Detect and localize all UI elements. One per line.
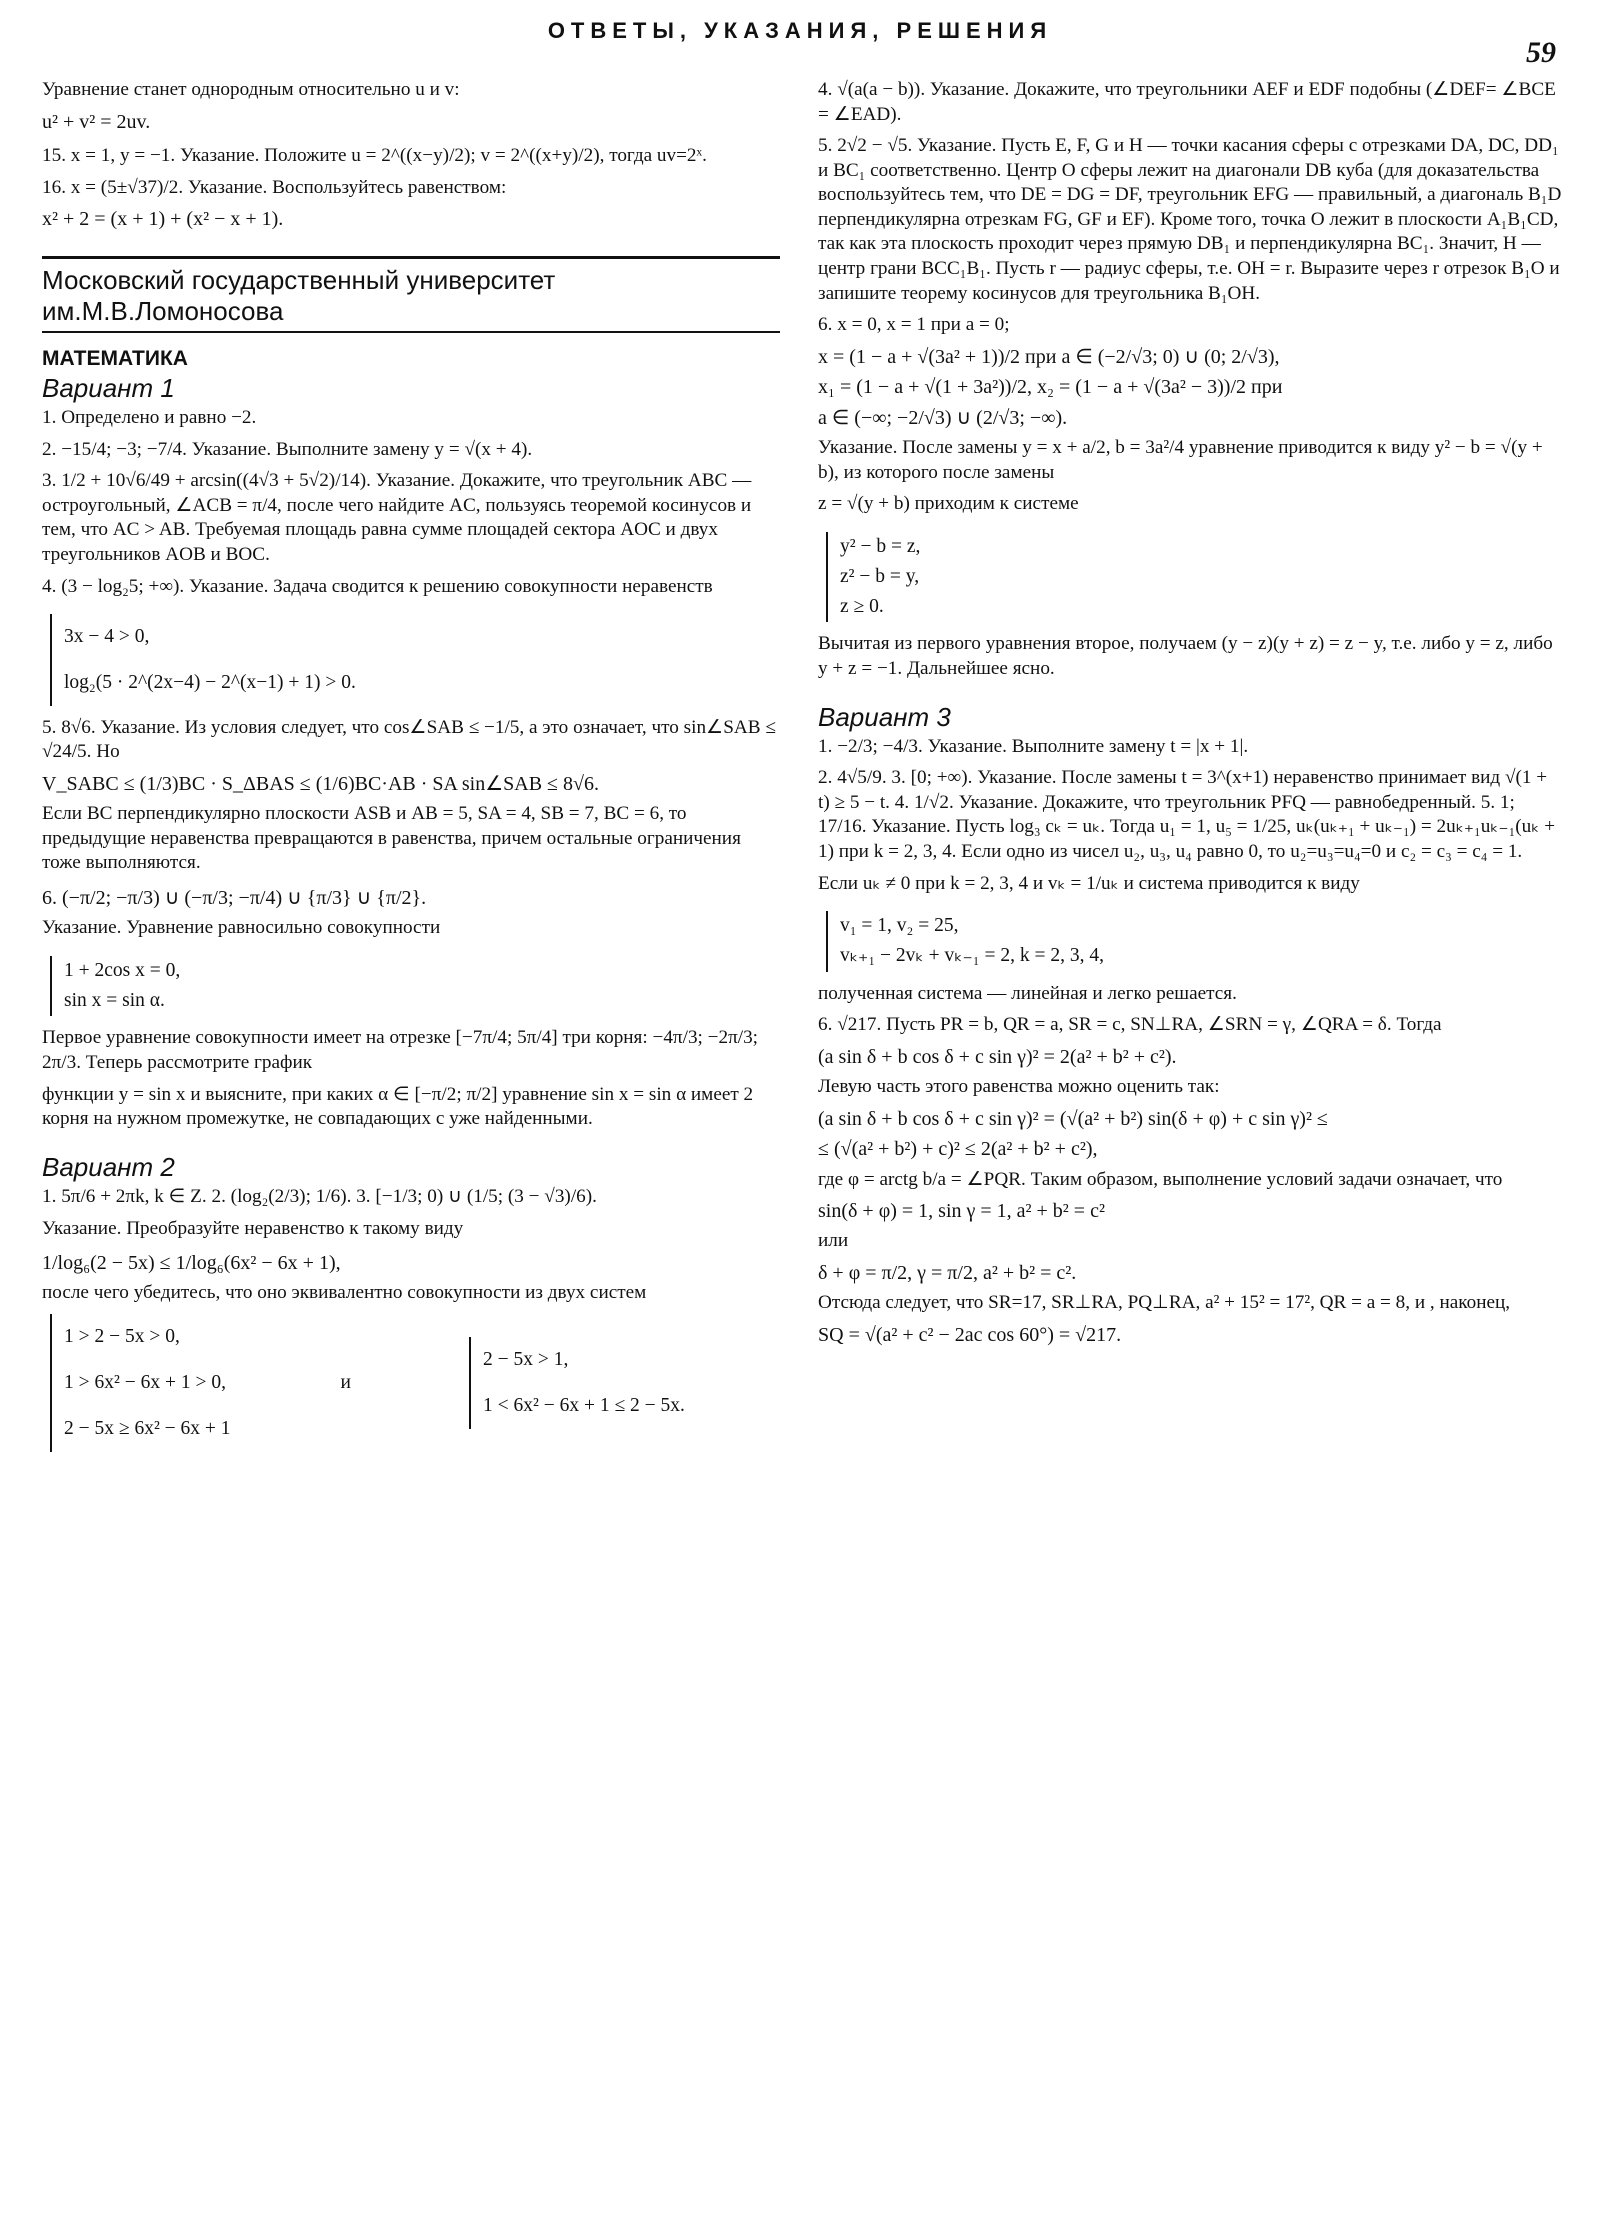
- answer-line: 2. 4√5/9. 3. [0; +∞). Указание. После замены t = 3^(x+1) неравенство принимает вид √(1 + t) ≥ 5 − t. 4. 1/√2. Указание. Докажите, что треугольник PFQ — равнобедренный. 5. 1; 17/16. Указание. Пусть log₃ cₖ = uₖ. Тогда u₁ = 1, u₅ = 1/25, uₖ(uₖ₊₁ + uₖ₋₁) = 2uₖ₊₁uₖ₋₁(uₖ + 1) при k = 2, 3, 4. Если одно из чисел u₂, u₃, u₄ равно 0, то u₂=u₃=u₄=0 и c₂ = c₃ = c₄ = 1.: [818, 767, 1556, 862]
- paragraph: Отсюда следует, что SR=17, SR⊥RA, PQ⊥RA, a² + 15² = 17², QR = a = 8, и , наконец,: [818, 1292, 1511, 1314]
- answer-6-param: 6. x = 0, x = 1 при a = 0;: [818, 314, 1010, 336]
- formula: 1/log₆(2 − 5x) ≤ 1/log₆(6x² − 6x + 1),: [42, 1252, 341, 1275]
- running-title: ОТВЕТЫ, УКАЗАНИЯ, РЕШЕНИЯ: [547, 18, 1053, 43]
- variant-1-heading: Вариант 1: [42, 372, 175, 403]
- system-line: log₂(5 · 2^(2x−4) − 2^(x−1) + 1) > 0.: [64, 671, 356, 693]
- paragraph: Если BC перпендикулярно плоскости ASB и AB = 5, SA = 4, SB = 7, BC = 6, то предыдущие неравенства превращаются в равенства, причем остальные ограничения тоже выполняются.: [42, 803, 741, 874]
- formula: a ∈ (−∞; −2/√3) ∪ (2/√3; −∞).: [818, 406, 1068, 429]
- formula: u² + v² = 2uv.: [42, 110, 151, 133]
- paragraph: Вычитая из первого уравнения второе, получаем (y − z)(y + z) = z − y, т.е. либо y = z, либо y + z = −1. Дальнейшее ясно.: [818, 633, 1553, 679]
- hint: Указание. Уравнение равносильно совокупности: [42, 917, 441, 939]
- formula: x = (1 − a + √(3a² + 1))/2 при a ∈ (−2/√3; 0) ∪ (0; 2/√3),: [818, 345, 1280, 368]
- paragraph: или: [818, 1230, 849, 1252]
- formula: δ + φ = π/2, γ = π/2, a² + b² = c².: [818, 1262, 1077, 1285]
- answer-16: 16. x = (5±√37)/2. Указание. Воспользуйтесь равенством:: [42, 176, 507, 198]
- variant-3-heading: Вариант 3: [818, 701, 951, 732]
- paragraph: функции y = sin x и выясните, при каких α ∈ [−π/2; π/2] уравнение sin x = sin α имеет 2 корня на нужном промежутке, не совпадающих с уже найденными.: [42, 1083, 754, 1130]
- conjunction: и: [340, 1371, 351, 1393]
- system-line: z² − b = y,: [840, 565, 920, 587]
- system-line: z ≥ 0.: [840, 596, 884, 618]
- paragraph: Левую часть этого равенства можно оценить так:: [818, 1076, 1220, 1098]
- system-line: sin x = sin α.: [64, 990, 165, 1012]
- equation-system: [50, 956, 180, 1016]
- answer-2: 2. −15/4; −3; −7/4. Указание. Выполните замену y = √(x + 4).: [42, 438, 533, 460]
- paragraph: Если uₖ ≠ 0 при k = 2, 3, 4 и vₖ = 1/uₖ и система приводится к виду: [818, 872, 1360, 894]
- formula: (a sin δ + b cos δ + c sin γ)² = 2(a² + b² + c²).: [818, 1045, 1177, 1068]
- system-line: 1 + 2cos x = 0,: [64, 960, 181, 981]
- answer-15: 15. x = 1, y = −1. Указание. Положите u = 2^((x−y)/2); v = 2^((x+y)/2), тогда uv=2ˣ.: [42, 144, 707, 166]
- system-line: y² − b = z,: [840, 535, 921, 557]
- formula: sin(δ + φ) = 1, sin γ = 1, a² + b² = c²: [818, 1200, 1105, 1223]
- system-line: v₁ = 1, v₂ = 25,: [840, 915, 959, 937]
- subject-heading: МАТЕМАТИКА: [42, 346, 188, 370]
- inequality-system: [50, 614, 356, 706]
- systems-pair: [42, 1314, 780, 1451]
- answer-4: 4. (3 − log₂5; +∞). Указание. Задача сводится к решению совокупности неравенств: [42, 575, 713, 597]
- equation-system: [826, 532, 920, 623]
- system-line: 1 > 2 − 5x > 0,: [64, 1326, 180, 1348]
- formula: SQ = √(a² + c² − 2ac cos 60°) = √217.: [818, 1324, 1122, 1347]
- equation-system: [826, 911, 1104, 971]
- university-heading: Московский государственный университет им.М.В.Ломоносова: [42, 256, 780, 333]
- hint: Указание. После замены y = x + a/2, b = 3a²/4 уравнение приводится к виду y² − b = √(y + b), из которого после замены: [818, 436, 1543, 483]
- answer-3: 3. 1/2 + 10√6/49 + arcsin((4√3 + 5√2)/14). Указание. Докажите, что треугольник ABC — остроугольный, ∠ACB = π/4, после чего найдите AC, пользуясь теоремой косинусов и тем, что AC > AB. Требуемая площадь равна сумме площадей сектора AOC и двух треугольников AOB и BOC.: [42, 470, 752, 565]
- system-line: 2 − 5x ≥ 6x² − 6x + 1: [64, 1417, 231, 1439]
- formula: (a sin δ + b cos δ + c sin γ)² = (√(a² + b²) sin(δ + φ) + c sin γ)² ≤: [818, 1107, 1328, 1130]
- answer-6-trig: 6. √217. Пусть PR = b, QR = a, SR = c, SN⊥RA, ∠SRN = γ, ∠QRA = δ. Тогда: [818, 1014, 1442, 1036]
- system-line: 1 < 6x² − 6x + 1 ≤ 2 − 5x.: [482, 1394, 685, 1416]
- answer-line: 1. 5π/6 + 2πk, k ∈ Z. 2. (log₂(2/3); 1/6). 3. [−1/3; 0) ∪ (1/5; (3 − √3)/6).: [42, 1185, 597, 1207]
- variant-2-heading: Вариант 2: [42, 1151, 175, 1182]
- system-line: 1 > 6x² − 6x + 1 > 0,: [64, 1371, 226, 1393]
- answer-5: 5. 8√6. Указание. Из условия следует, что cos∠SAB ≤ −1/5, а это означает, что sin∠SAB ≤ √24/5. Но: [42, 716, 776, 763]
- answer-line: 1. −2/3; −4/3. Указание. Выполните замену t = |x + 1|.: [818, 735, 1249, 757]
- answer-6: 6. (−π/2; −π/3) ∪ (−π/3; −π/4) ∪ {π/3} ∪ {π/2}.: [42, 887, 427, 910]
- formula: x² + 2 = (x + 1) + (x² − x + 1).: [42, 208, 284, 231]
- formula: V_SABC ≤ (1/3)BC · S_ΔBAS ≤ (1/6)BC·AB · SA sin∠SAB ≤ 8√6.: [42, 772, 600, 795]
- answer-5-geometry: 5. 2√2 − √5. Указание. Пусть E, F, G и H — точки касания сферы с отрезками DA, DC, DD₁ и BC₁ соответственно. Центр O сферы лежит на диагонали DB куба (для доказательства воспользуйтесь тем, что DE = DG = DF, треугольник EFG — правильный, а диагональ B₁D перпендикулярна отрезкам FG, GF и EF). Кроме того, точка O лежит в плоскости A₁B₁CD, так как эта плоскость проходит через прямую DB₁ и перпендикулярна BC₁. Значит, H — центр грани BCC₁B₁. Пусть r — радиус сферы, т.е. OH = r. Выразите через r отрезок B₁O и запишите теорему косинусов для треугольника B₁OH.: [818, 135, 1562, 304]
- page-number: 59: [1526, 36, 1556, 69]
- inequality-system: [50, 1314, 231, 1451]
- paragraph: полученная система — линейная и легко решается.: [818, 982, 1237, 1004]
- system-line: 2 − 5x > 1,: [482, 1348, 569, 1370]
- paragraph: после чего убедитесь, что оно эквивалентно совокупности из двух систем: [42, 1282, 647, 1304]
- left-column: [42, 78, 780, 1452]
- right-column: [818, 78, 1562, 1353]
- formula: ≤ (√(a² + b²) + c)² ≤ 2(a² + b² + c²),: [818, 1138, 1098, 1161]
- answer-4-geometry: 4. √(a(a − b)). Указание. Докажите, что треугольники AEF и EDF подобны (∠DEF= ∠BCE = ∠EAD).: [818, 79, 1556, 125]
- paragraph: Уравнение станет однородным относительно u и v:: [42, 79, 460, 100]
- paragraph: где φ = arctg b/a = ∠PQR. Таким образом, выполнение условий задачи означает, что: [818, 1168, 1503, 1190]
- paragraph: Первое уравнение совокупности имеет на отрезке [−7π/4; 5π/4] три корня: −4π/3; −2π/3; 2π/3. Теперь рассмотрите график: [42, 1027, 759, 1074]
- hint: Указание. Преобразуйте неравенство к такому виду: [42, 1217, 464, 1239]
- system-line: 3x − 4 > 0,: [64, 626, 150, 648]
- formula: x₁ = (1 − a + √(1 + 3a²))/2, x₂ = (1 − a + √(3a² − 3))/2 при: [818, 376, 1283, 399]
- system-line: vₖ₊₁ − 2vₖ + vₖ₋₁ = 2, k = 2, 3, 4,: [840, 945, 1104, 967]
- inequality-system: [469, 1337, 685, 1429]
- answer-1: 1. Определено и равно −2.: [42, 407, 257, 429]
- paragraph: z = √(y + b) приходим к системе: [818, 493, 1079, 515]
